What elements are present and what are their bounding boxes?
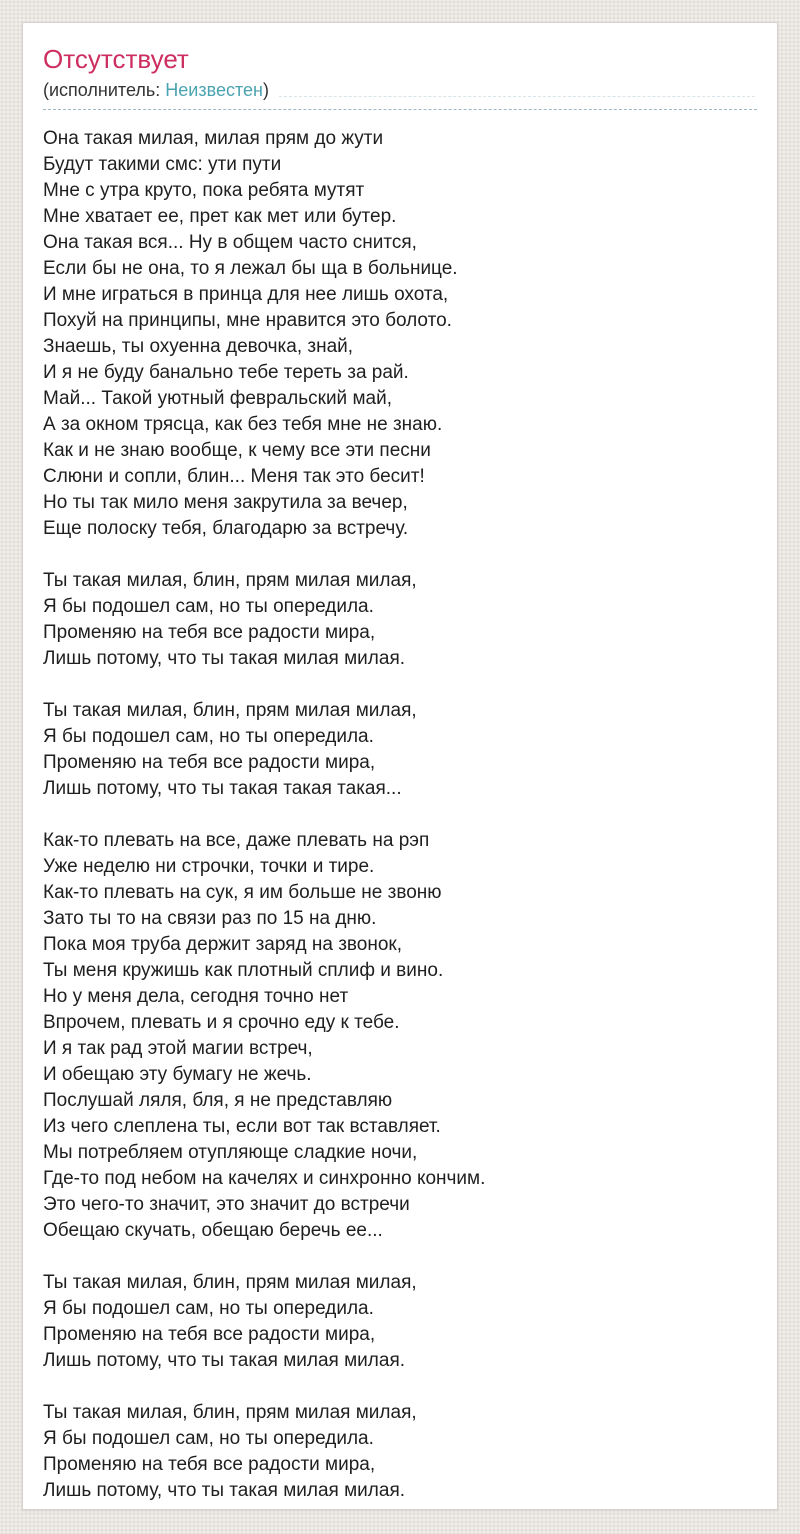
stanza bbox=[43, 1270, 757, 1374]
lyric-line: Уже неделю ни строчки, точки и тире. bbox=[43, 855, 375, 877]
lyric-line: Ты такая милая, блин, прям милая милая, bbox=[43, 699, 417, 721]
lyric-line: Она такая вся... Ну в общем часто снится, bbox=[43, 231, 417, 253]
lyric-line: Ты такая милая, блин, прям милая милая, bbox=[43, 1271, 417, 1293]
lyric-line: Она такая милая, милая прям до жути bbox=[43, 127, 384, 149]
lyric-line: Но ты так мило меня закрутила за вечер, bbox=[43, 491, 408, 513]
artist-link[interactable]: Неизвестен bbox=[165, 79, 263, 100]
lyric-line: Лишь потому, что ты такая милая милая. bbox=[43, 647, 406, 669]
lyric-line: Впрочем, плевать и я срочно еду к тебе. bbox=[43, 1011, 400, 1033]
artist-line bbox=[43, 80, 757, 110]
lyric-line: Я бы подошел сам, но ты опередила. bbox=[43, 725, 374, 747]
lyric-line: А за окном трясца, как без тебя мне не знаю. bbox=[43, 413, 443, 435]
stanza bbox=[43, 126, 757, 542]
page-title: Отсутствует bbox=[43, 44, 189, 74]
lyric-line: Из чего слеплена ты, если вот так вставляет. bbox=[43, 1115, 441, 1137]
lyric-line: И я не буду банально тебе тереть за рай. bbox=[43, 361, 409, 383]
lyric-line: Променяю на тебя все радости мира, bbox=[43, 621, 376, 643]
lyric-line: И я так рад этой магии встреч, bbox=[43, 1037, 313, 1059]
lyric-line: Мы потребляем отупляюще сладкие ночи, bbox=[43, 1141, 418, 1163]
lyric-line: Пока моя труба держит заряд на звонок, bbox=[43, 933, 403, 955]
lyric-line: Ты такая милая, блин, прям милая милая, bbox=[43, 1401, 417, 1423]
lyric-line: Слюни и сопли, блин... Меня так это бесит! bbox=[43, 465, 425, 487]
dashed-filler bbox=[279, 96, 755, 97]
lyric-line: Лишь потому, что ты такая такая такая... bbox=[43, 777, 402, 799]
lyric-line: Как-то плевать на сук, я им больше не звоню bbox=[43, 881, 442, 903]
lyric-line: Мне хватает ее, прет как мет или бутер. bbox=[43, 205, 397, 227]
lyric-line: Похуй на принципы, мне нравится это болото. bbox=[43, 309, 452, 331]
lyric-line: Будут такими смс: ути пути bbox=[43, 153, 282, 175]
lyrics-card bbox=[22, 22, 778, 1510]
lyric-line: Как-то плевать на все, даже плевать на рэп bbox=[43, 829, 430, 851]
lyric-line: Но у меня дела, сегодня точно нет bbox=[43, 985, 349, 1007]
stanza bbox=[43, 828, 757, 1244]
lyric-line: Это чего-то значит, это значит до встречи bbox=[43, 1193, 410, 1215]
stanza bbox=[43, 1400, 757, 1504]
lyric-line: Май... Такой уютный февральский май, bbox=[43, 387, 392, 409]
artist-label: (исполнитель: bbox=[43, 79, 161, 100]
lyric-line: Где-то под небом на качелях и синхронно кончим. bbox=[43, 1167, 486, 1189]
lyric-line: Лишь потому, что ты такая милая милая. bbox=[43, 1479, 406, 1501]
lyric-line: Еще полоску тебя, благодарю за встречу. bbox=[43, 517, 409, 539]
lyrics bbox=[43, 126, 757, 1504]
lyric-line: Я бы подошел сам, но ты опередила. bbox=[43, 1427, 374, 1449]
lyric-line: Знаешь, ты охуенна девочка, знай, bbox=[43, 335, 354, 357]
lyric-line: Зато ты то на связи раз по 15 на дню. bbox=[43, 907, 377, 929]
lyric-line: Я бы подошел сам, но ты опередила. bbox=[43, 595, 374, 617]
lyric-line: Послушай ляля, бля, я не представляю bbox=[43, 1089, 393, 1111]
lyric-line: Лишь потому, что ты такая милая милая. bbox=[43, 1349, 406, 1371]
lyric-line: Променяю на тебя все радости мира, bbox=[43, 1453, 376, 1475]
lyric-line: Мне с утра круто, пока ребята мутят bbox=[43, 179, 365, 201]
lyric-line: И обещаю эту бумагу не жечь. bbox=[43, 1063, 312, 1085]
lyric-line: И мне играться в принца для нее лишь охота, bbox=[43, 283, 449, 305]
lyric-line: Если бы не она, то я лежал бы ща в больнице. bbox=[43, 257, 458, 279]
stanza bbox=[43, 568, 757, 672]
lyric-line: Ты такая милая, блин, прям милая милая, bbox=[43, 569, 417, 591]
lyric-line: Променяю на тебя все радости мира, bbox=[43, 751, 376, 773]
lyric-line: Как и не знаю вообще, к чему все эти песни bbox=[43, 439, 431, 461]
lyric-line: Ты меня кружишь как плотный сплиф и вино. bbox=[43, 959, 444, 981]
lyric-line: Променяю на тебя все радости мира, bbox=[43, 1323, 376, 1345]
lyric-line: Обещаю скучать, обещаю беречь ее... bbox=[43, 1219, 383, 1241]
stanza bbox=[43, 698, 757, 802]
lyric-line: Я бы подошел сам, но ты опередила. bbox=[43, 1297, 374, 1319]
artist-close-paren: ) bbox=[262, 79, 269, 100]
